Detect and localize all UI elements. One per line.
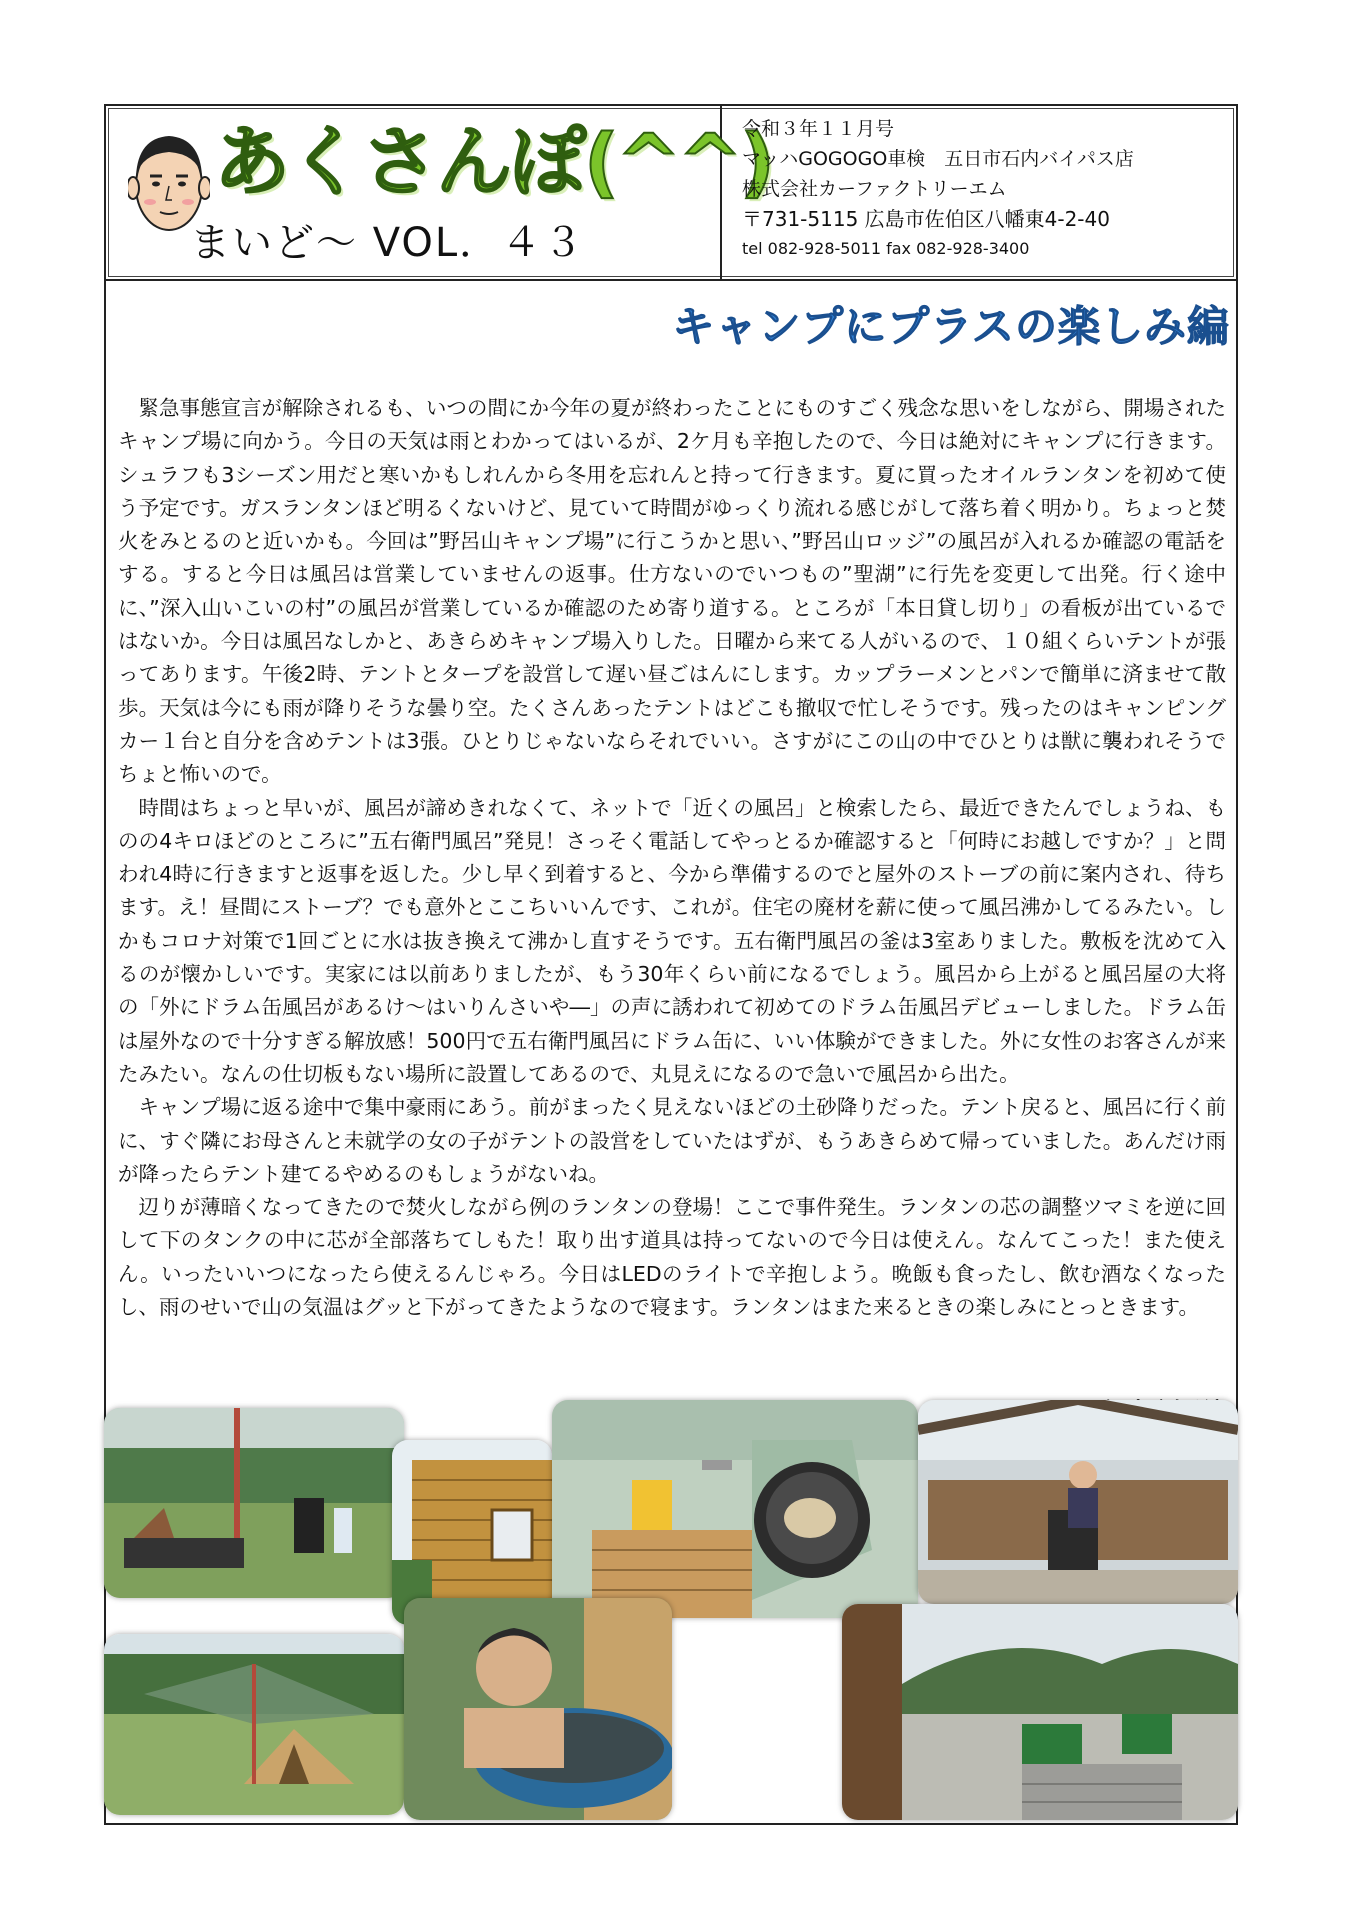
photo-campsite-lantern [104,1408,404,1598]
photo-drum-bath-man [404,1598,672,1820]
issue-date: 令和３年１１月号 [742,118,895,140]
article-paragraph: 時間はちょっと早いが、風呂が諦めきれなくて、ネットで「近くの風呂」と検索したら、最近できたんでしょうね、ものの4キロほどのところに”五右衛門風呂”発見！さっそく電話してやっとるか確認すると「何時にお越しですか？」と問われ4時に行きますと返事を返した。少し早く到着すると、今から準備するのでと屋外のストーブの前に案内され、待ちます。え！昼間にストーブ？でも意外とここちいいんです、これが。住宅の廃材を薪に使って風呂沸かしてるみたい。しかもコロナ対策で1回ごとに水は抜き換えて沸かし直すそうです。五右衛門風呂の釜は3室ありました。敷板を沈めて入るのが懐かしいです。実家には以前ありましたが、もう30年くらい前になるでしょう。風呂から上がると風呂屋の大将の「外にドラム缶風呂があるけ～はいりんさいや―」の声に誘われて初めてのドラム缶風呂デビューしました。ドラム缶は屋外なので十分すぎる解放感！500円で五右衛門風呂にドラム缶に、いい体験ができました。外に女性のお客さんが来たみたい。なんの仕切板もない場所に設置してあるので、丸見えになるので急いで風呂から出た。 [118,795,1226,1086]
article-title: キャンプにプラスの楽しみ編 [672,302,1230,351]
shop-info [742,114,1232,264]
company-name: 株式会社カーファクトリーエム [742,178,1007,200]
article-paragraph: 緊急事態宣言が解除されるも、いつの間にか今年の夏が終わったことにものすごく残念な思いをしながら、開場されたキャンプ場に向かう。今日の天気は雨とわかってはいるが、2ケ月も辛抱したので、今日は絶対にキャンプに行きます。 シュラフも3シーズン用だと寒いかもしれんから冬用を忘れんと持って行きます。夏に買ったオイルランタンを初めて使う予定です。ガスランタンほど明るくないけど、見ていて時間がゆっくり流れる感じがして落ち着く明かり。ちょっと焚火をみとるのと近いかも。今回は”野呂山キャンプ場”に行こうかと思い、”野呂山ロッジ”の風呂が入れるか確認の電話をする。すると今日は風呂は営業していませんの返事。仕方ないのでいつもの”聖湖”に行先を変更して出発。行く途中に、”深入山いこいの村”の風呂が営業しているか確認のため寄り道する。ところが「本日貸し切り」の看板が出ているではないか。今日は風呂なしかと、あきらめキャンプ場入りした。日曜から来てる人がいるので、１０組くらいテントが張ってあります。午後2時、テントとタープを設営して遅い昼ごはんにします。カップラーメンとパンで簡単に済ませて散歩。天気は今にも雨が降りそうな曇り空。たくさんあったテントはどこも撤収で忙しそうです。残ったのはキャンピングカー１台と自分を含めテントは3張。ひとりじゃないならそれでいい。さすがにこの山の中でひとりは獣に襲われそうでちょと怖いので。 [118,396,1226,787]
volume-number: まいど～ VOL．４３ [190,220,586,266]
article-paragraph: キャンプ場に返る途中で集中豪雨にあう。前がまったく見えないほどの土砂降りだった。テント戻ると、風呂に行く前に、すぐ隣にお母さんと未就学の女の子がテントの設営をしていたはずが、もうあきらめて帰っていました。あんだけ雨が降ったらテント建てるやめるのもしょうがないね。 [118,1095,1226,1186]
logo-title: あくさんぽ(^^) [214,117,773,206]
article-paragraph: 辺りが薄暗くなってきたので焚火しながら例のランタンの登場！ここで事件発生。ランタンの芯の調整ツマミを逆に回して下のタンクの中に芯が全部落ちてしもた！取り出す道具は持ってないので今日は使えん。なんてこった！また使えん。いったいいつになったら使えるんじゃろ。今日はLEDのライトで辛抱しよう。晩飯も食ったし、飲む酒なくなったし、雨のせいで山の気温はグッと下がってきたようなので寝ます。ランタンはまた来るときの楽しみにとっときます。 [118,1195,1226,1320]
shop-address: 〒731-5115 広島市佐伯区八幡東4-2-40 [742,207,1110,231]
photo-stove-man [918,1400,1238,1604]
article-body [118,392,1226,1324]
shop-phone: tel 082-928-5011 fax 082-928-3400 [742,239,1030,258]
photo-tent-tarp [104,1634,404,1815]
photo-goemon-bath [552,1400,918,1618]
shop-name: マッハGOGOGO車検 五日市石内バイパス店 [742,148,1134,170]
photo-outdoor-drum-baths [842,1604,1238,1820]
